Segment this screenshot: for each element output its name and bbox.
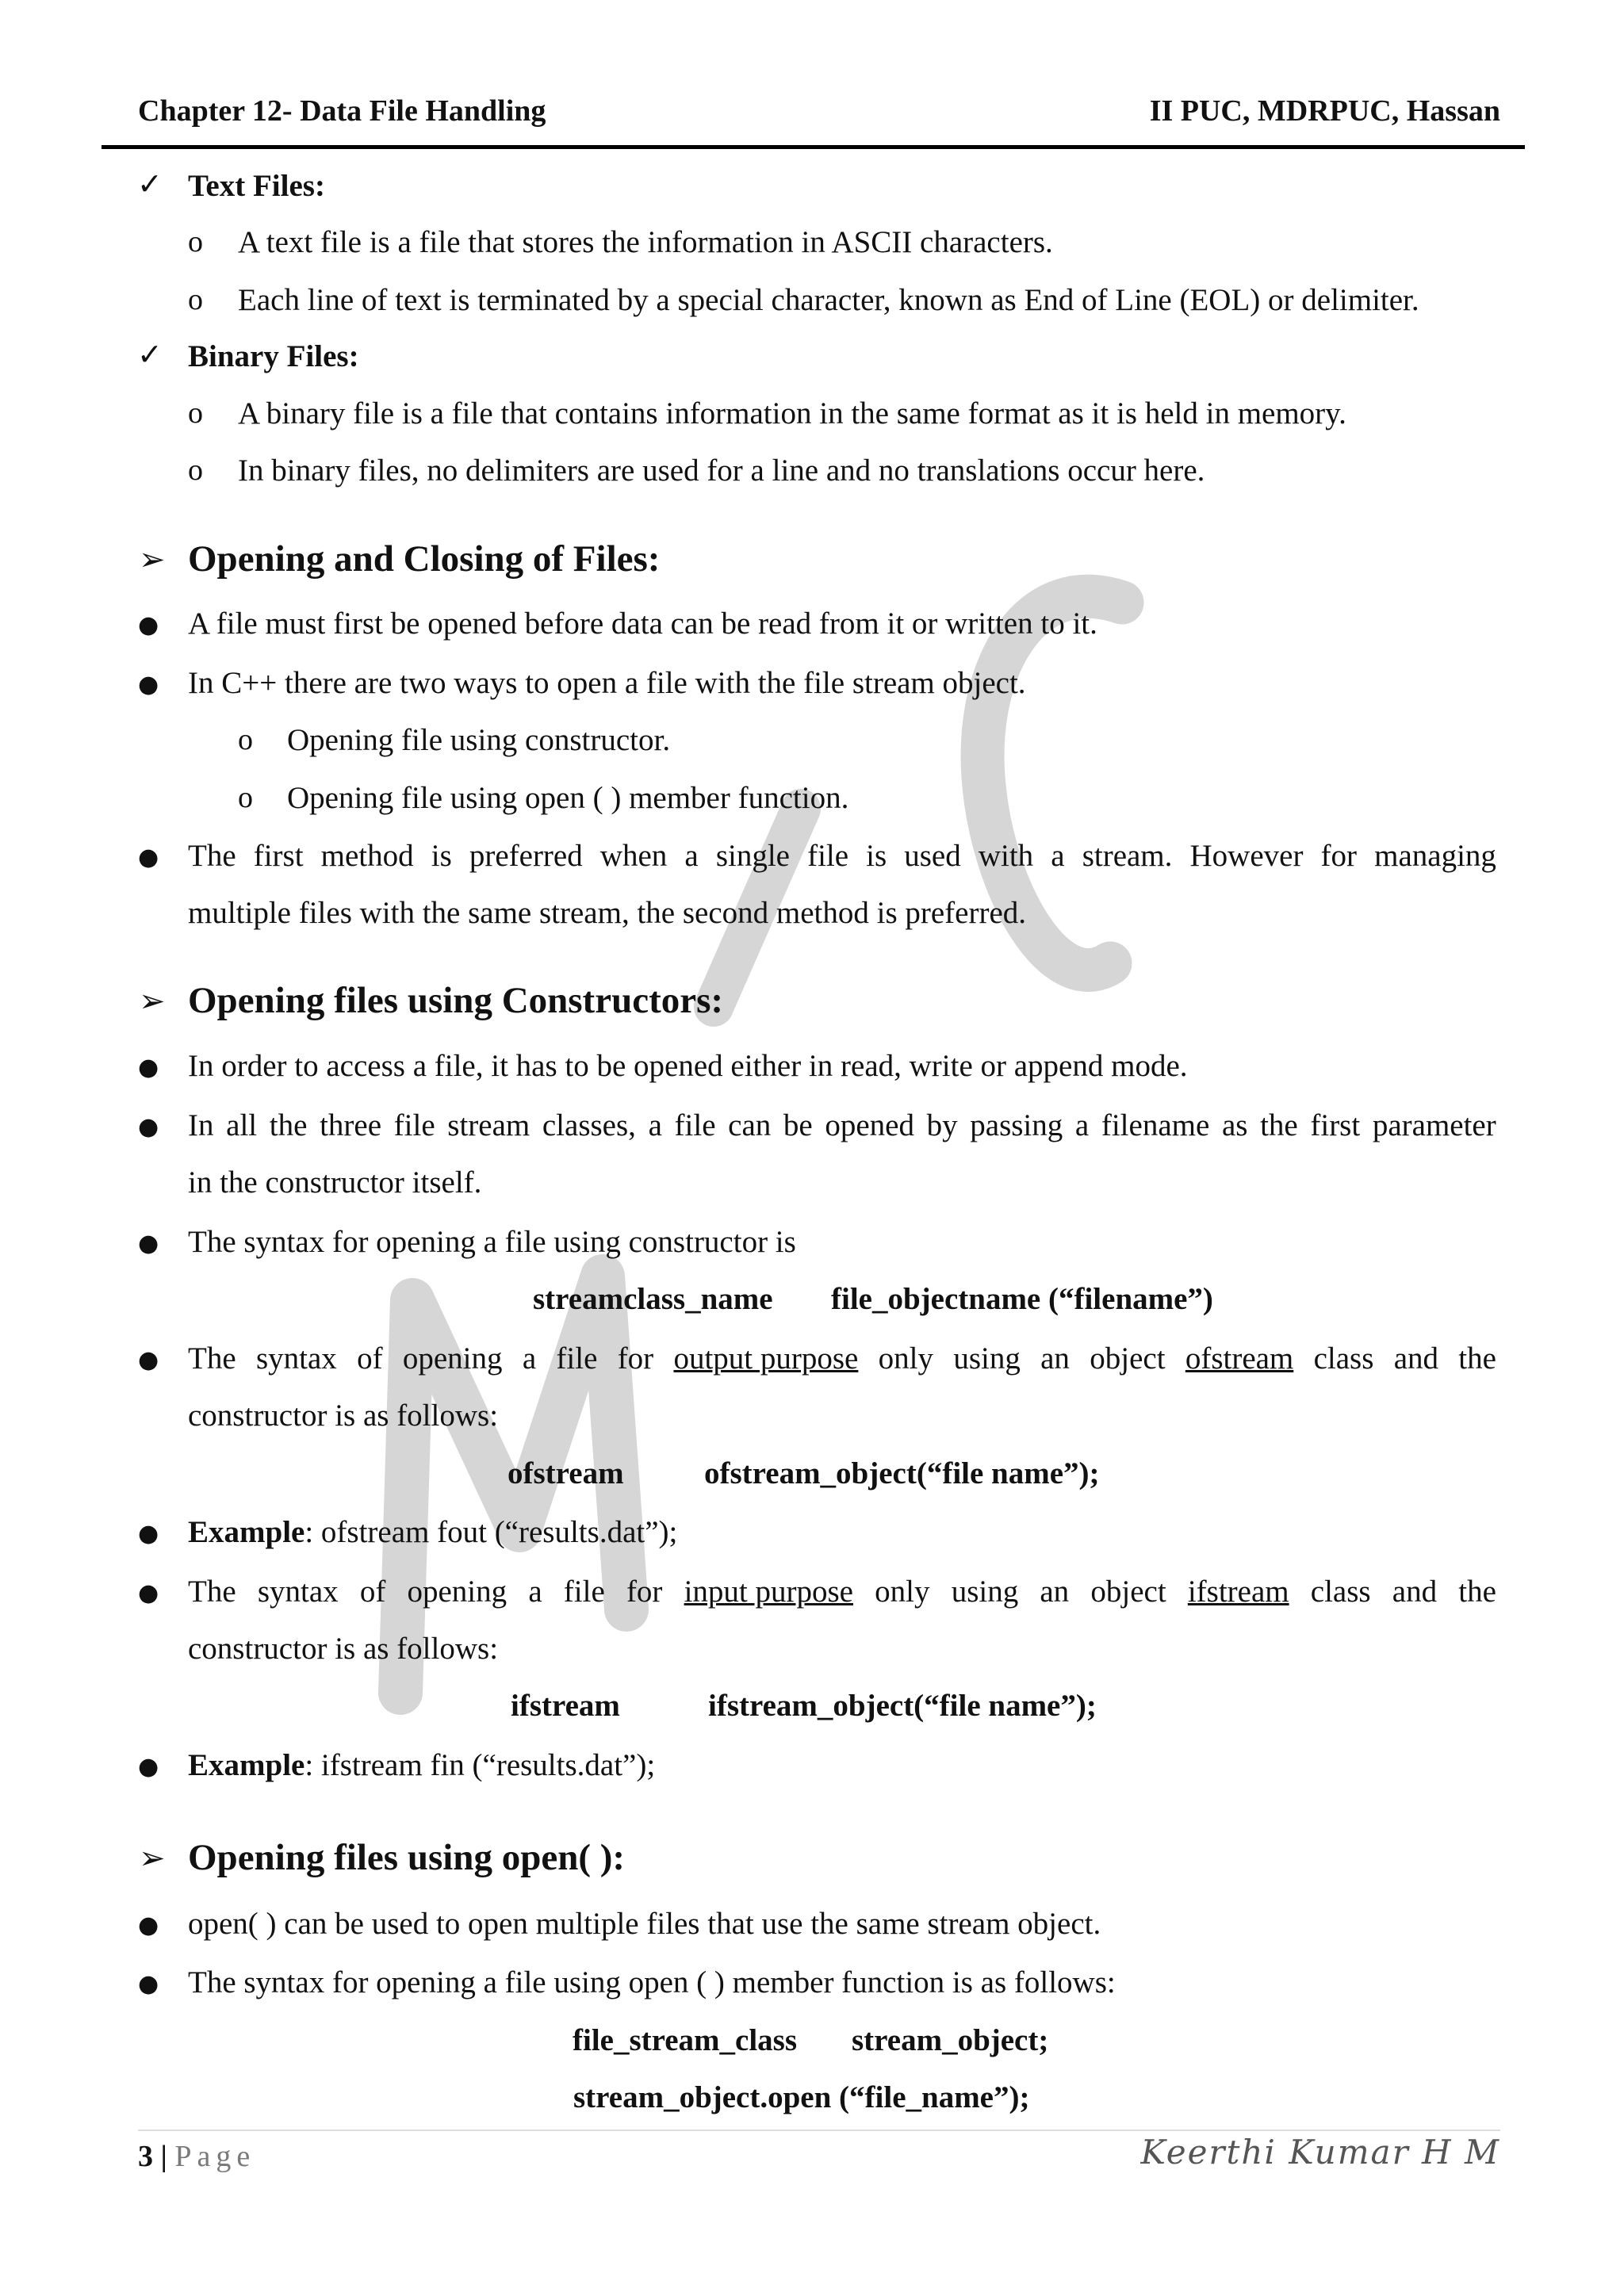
code-syntax-object: ofstream_object(“file name”); — [704, 1456, 1100, 1490]
example-label: Example — [188, 1748, 305, 1782]
word: as — [1221, 1108, 1248, 1142]
word: file — [393, 1108, 435, 1142]
bullet-icon: ● — [138, 1054, 159, 1081]
section-heading-opening-closing: Opening and Closing of Files: — [188, 538, 661, 580]
code-syntax-class: ofstream — [508, 1456, 624, 1490]
word: However — [1189, 839, 1304, 873]
binary-files-title: Binary Files: — [188, 339, 359, 373]
list-item-continuation: constructor is as follows: — [188, 1399, 499, 1433]
word: method — [320, 839, 414, 873]
underlined-ofstream: ofstream — [1185, 1341, 1294, 1376]
word: passing — [970, 1108, 1063, 1142]
word: can — [728, 1108, 772, 1142]
word: opening — [407, 1575, 508, 1609]
example-line — [188, 1749, 655, 1783]
underlined-ifstream: ifstream — [1187, 1575, 1289, 1609]
bullet-icon: ● — [138, 1753, 159, 1781]
example-code: : ofstream fout (“results.dat”); — [304, 1515, 678, 1549]
code-syntax-class: ifstream — [511, 1689, 620, 1723]
list-item: In C++ there are two ways to open a file with the file stream object. — [188, 666, 1026, 700]
list-item-continuation: constructor is as follows: — [188, 1632, 499, 1666]
list-item: In order to access a file, it has to be opened either in read, write or append mode. — [188, 1049, 1188, 1083]
word: used — [904, 839, 961, 873]
text-files-title: Text Files: — [188, 169, 325, 203]
word: with — [978, 839, 1034, 873]
word: the — [1458, 1341, 1496, 1376]
underlined-output-purpose: output purpose — [673, 1341, 859, 1376]
word: a — [1074, 1108, 1090, 1142]
code-syntax-open-call: stream_object.open (“file_name”); — [573, 2080, 1030, 2114]
list-item: Each line of text is terminated by a special character, known as End of Line (EOL) or delimiter. — [238, 283, 1419, 317]
bullet-icon: ● — [138, 1230, 159, 1257]
word: the — [269, 1108, 308, 1142]
example-line — [188, 1516, 677, 1550]
page-word: Page — [174, 2140, 256, 2173]
section-heading-constructors: Opening files using Constructors: — [188, 980, 724, 1021]
justified-line-output — [188, 1342, 1496, 1376]
word: file — [807, 839, 849, 873]
word: opening — [402, 1341, 503, 1376]
word: and — [1392, 1575, 1438, 1609]
circle-bullet-icon: o — [238, 781, 253, 814]
code-syntax-class: file_stream_class — [573, 2023, 798, 2057]
word: and — [1393, 1341, 1438, 1376]
bullet-icon: ● — [138, 671, 159, 698]
word: for — [1320, 839, 1358, 873]
word: three — [320, 1108, 382, 1142]
word: object — [1090, 1341, 1166, 1376]
checkmark-icon: ✓ — [137, 166, 163, 201]
circle-bullet-icon: o — [188, 225, 203, 258]
word: The — [188, 839, 236, 873]
example-code: : ifstream fin (“results.dat”); — [304, 1748, 656, 1782]
bullet-icon: ● — [138, 1520, 159, 1548]
circle-bullet-icon: o — [238, 723, 253, 756]
list-item: Opening file using open ( ) member function. — [287, 781, 849, 815]
word: a — [648, 1108, 662, 1142]
circle-bullet-icon: o — [188, 453, 203, 487]
example-label: Example — [188, 1515, 305, 1549]
word: using — [953, 1341, 1021, 1376]
word: file — [563, 1575, 605, 1609]
word: classes, — [542, 1108, 636, 1142]
word: a — [1051, 839, 1065, 873]
word: syntax — [257, 1575, 339, 1609]
list-item-continuation: in the constructor itself. — [188, 1165, 482, 1200]
checkmark-icon: ✓ — [137, 337, 163, 372]
underlined-input-purpose: input purpose — [684, 1575, 853, 1609]
bullet-icon: ● — [138, 611, 159, 639]
word: object — [1090, 1575, 1166, 1609]
list-item: Opening file using constructor. — [287, 723, 671, 757]
word: a — [528, 1575, 542, 1609]
word: class — [1313, 1341, 1374, 1376]
word: single — [715, 839, 790, 873]
justified-line-input — [188, 1575, 1496, 1609]
word: for — [617, 1341, 654, 1376]
word: of — [359, 1575, 386, 1609]
code-syntax-object: stream_object; — [852, 2023, 1049, 2057]
code-syntax-object: ifstream_object(“file name”); — [708, 1689, 1097, 1723]
word: stream. — [1082, 839, 1173, 873]
word: In — [188, 1108, 214, 1142]
word: using — [951, 1575, 1019, 1609]
word: first — [1310, 1108, 1361, 1142]
word: for — [626, 1575, 663, 1609]
list-item: A text file is a file that stores the information in ASCII characters. — [238, 225, 1053, 259]
word: opened — [825, 1108, 914, 1142]
code-syntax-object: file_objectname (“filename”) — [831, 1282, 1213, 1316]
word: is — [866, 839, 887, 873]
list-item: A binary file is a file that contains information in the same format as it is held in memory. — [238, 396, 1346, 430]
bullet-icon: ● — [138, 844, 159, 871]
word: file — [674, 1108, 716, 1142]
word: a — [684, 839, 699, 873]
word: of — [357, 1341, 383, 1376]
header-chapter-title: Chapter 12- Data File Handling — [138, 94, 546, 128]
arrow-bullet-icon: ➢ — [139, 983, 166, 1020]
word: The — [188, 1341, 236, 1376]
author-signature: Keerthi Kumar H M — [1140, 2133, 1500, 2172]
word: filename — [1101, 1108, 1210, 1142]
list-item: The syntax for opening a file using open ( ) member function is as follows: — [188, 1965, 1116, 1999]
justified-line — [188, 840, 1496, 874]
word: stream — [447, 1108, 530, 1142]
list-item: The syntax for opening a file using constructor is — [188, 1225, 796, 1259]
word: managing — [1374, 839, 1496, 873]
word: is — [431, 839, 452, 873]
page-number-value: 3 — [138, 2140, 153, 2173]
bullet-icon: ● — [138, 1579, 159, 1607]
list-item: In binary files, no delimiters are used for a line and no translations occur here. — [238, 453, 1205, 488]
list-item: A file must first be opened before data can be read from it or written to it. — [188, 607, 1097, 641]
circle-bullet-icon: o — [188, 283, 203, 316]
list-item-continuation: multiple files with the same stream, the second method is preferred. — [188, 896, 1027, 930]
word: a — [522, 1341, 537, 1376]
section-heading-open-function: Opening files using open( ): — [188, 1837, 626, 1878]
header-college-name: II PUC, MDRPUC, Hassan — [1149, 94, 1500, 128]
bullet-icon: ● — [138, 1346, 159, 1374]
list-item: open( ) can be used to open multiple files that use the same stream object. — [188, 1907, 1101, 1941]
word: when — [599, 839, 668, 873]
word: the — [1260, 1108, 1298, 1142]
arrow-bullet-icon: ➢ — [139, 1840, 166, 1877]
word: by — [926, 1108, 958, 1142]
word: all — [226, 1108, 258, 1142]
word: file — [556, 1341, 598, 1376]
page-separator: | — [153, 2140, 175, 2173]
word: only — [878, 1341, 934, 1376]
word: class — [1310, 1575, 1371, 1609]
word: only — [875, 1575, 930, 1609]
word: preferred — [469, 839, 583, 873]
circle-bullet-icon: o — [188, 396, 203, 430]
bullet-icon: ● — [138, 1970, 159, 1998]
word: parameter — [1372, 1108, 1496, 1142]
bullet-icon: ● — [138, 1113, 159, 1141]
arrow-bullet-icon: ➢ — [139, 541, 166, 578]
justified-line — [188, 1109, 1496, 1143]
word: an — [1040, 1575, 1070, 1609]
code-syntax-class: streamclass_name — [533, 1282, 773, 1316]
bullet-icon: ● — [138, 1911, 159, 1939]
word: the — [1458, 1575, 1496, 1609]
word: an — [1040, 1341, 1070, 1376]
word: syntax — [255, 1341, 337, 1376]
word: be — [783, 1108, 813, 1142]
word: The — [188, 1575, 236, 1609]
word: first — [253, 839, 304, 873]
